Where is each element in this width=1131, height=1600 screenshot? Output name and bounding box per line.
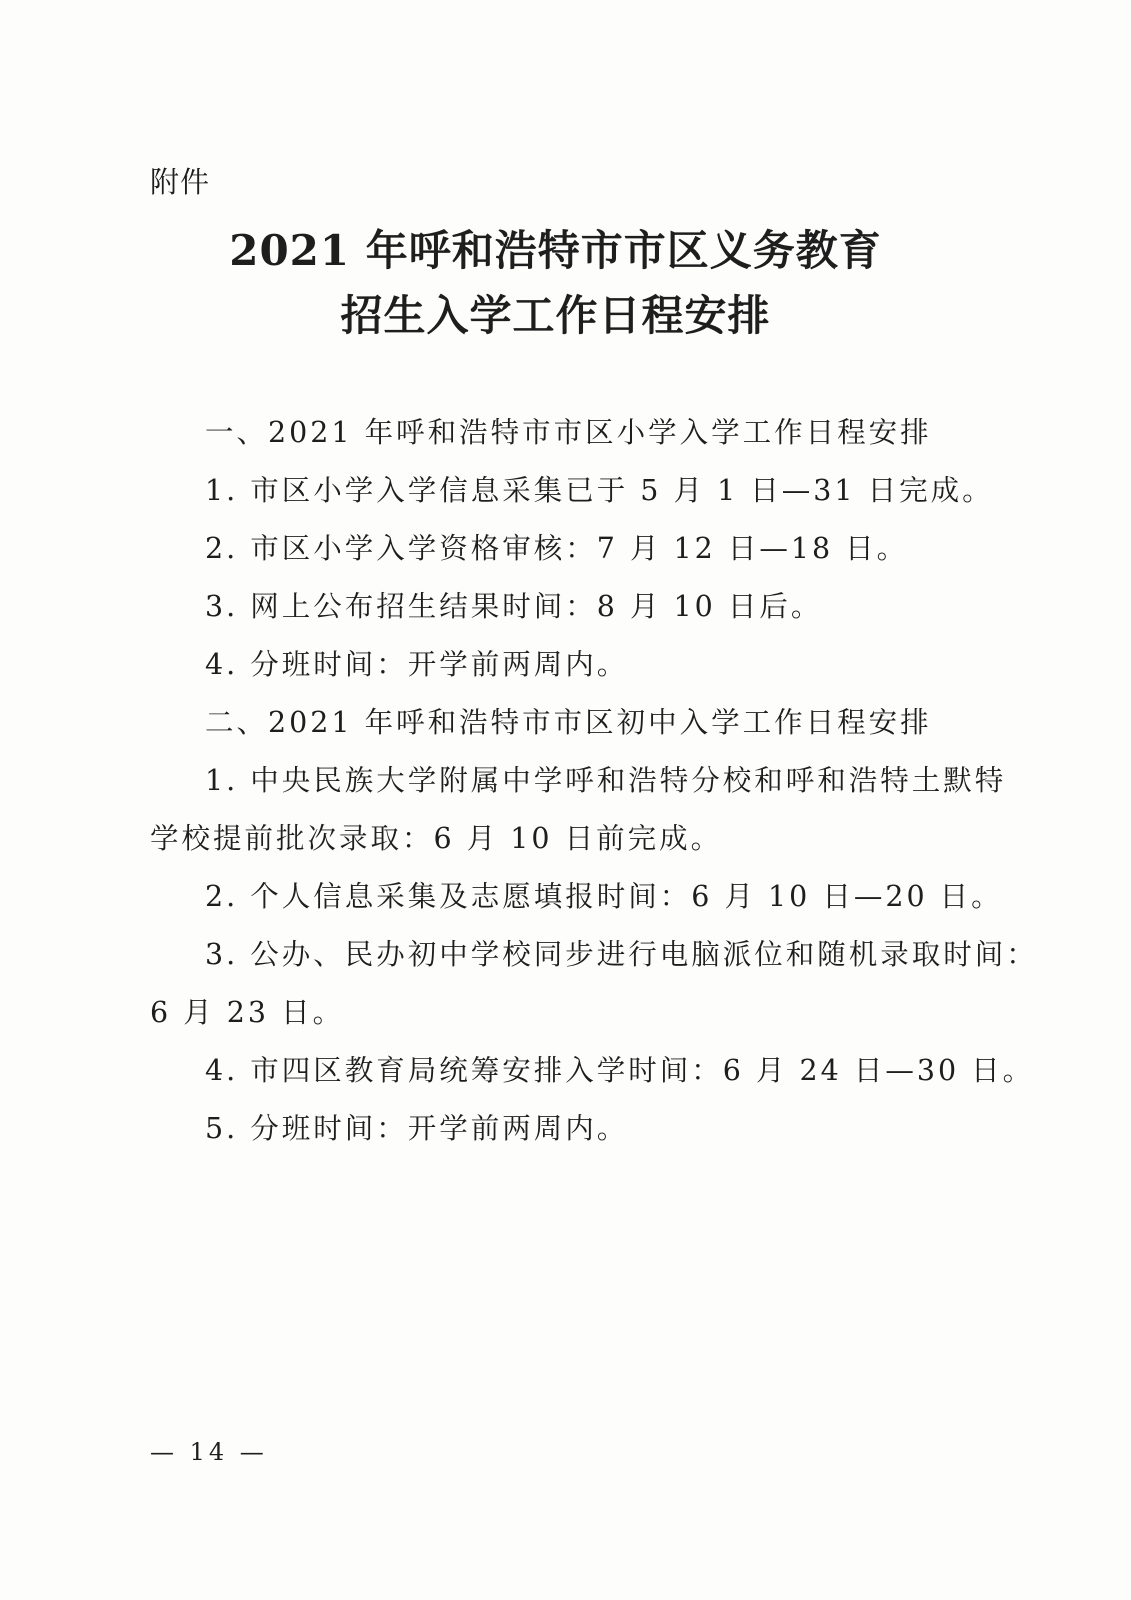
section2-item-2: 2. 个人信息采集及志愿填报时间：6 月 10 日—20 日。: [205, 880, 1003, 913]
document-title-line1: 2021 年呼和浩特市市区义务教育: [229, 226, 882, 275]
section1-item-1: 1. 市区小学入学信息采集已于 5 月 1 日—31 日完成。: [205, 474, 994, 507]
section1-item-2: 2. 市区小学入学资格审核：7 月 12 日—18 日。: [205, 532, 909, 565]
section2-item-5: 5. 分班时间：开学前两周内。: [205, 1112, 629, 1145]
section2-heading: 二、2021 年呼和浩特市市区初中入学工作日程安排: [205, 706, 932, 739]
section1-item-3: 3. 网上公布招生结果时间：8 月 10 日后。: [205, 590, 823, 623]
attachment-label: 附件: [150, 165, 211, 199]
section1-heading: 一、2021 年呼和浩特市市区小学入学工作日程安排: [205, 416, 932, 449]
document-title-line2: 招生入学工作日程安排: [340, 291, 771, 340]
page-number: — 14 —: [150, 1438, 268, 1466]
section2-item-3-line2: 6 月 23 日。: [150, 996, 345, 1029]
section2-item-3-line1: 3. 公办、民办初中学校同步进行电脑派位和随机录取时间：: [205, 938, 1038, 971]
section2-item-1-line2: 学校提前批次录取：6 月 10 日前完成。: [150, 822, 723, 855]
section2-item-4: 4. 市四区教育局统筹安排入学时间：6 月 24 日—30 日。: [205, 1054, 1035, 1087]
section2-item-1-line1: 1. 中央民族大学附属中学呼和浩特分校和呼和浩特土默特: [205, 764, 1007, 797]
section1-item-4: 4. 分班时间：开学前两周内。: [205, 648, 629, 681]
